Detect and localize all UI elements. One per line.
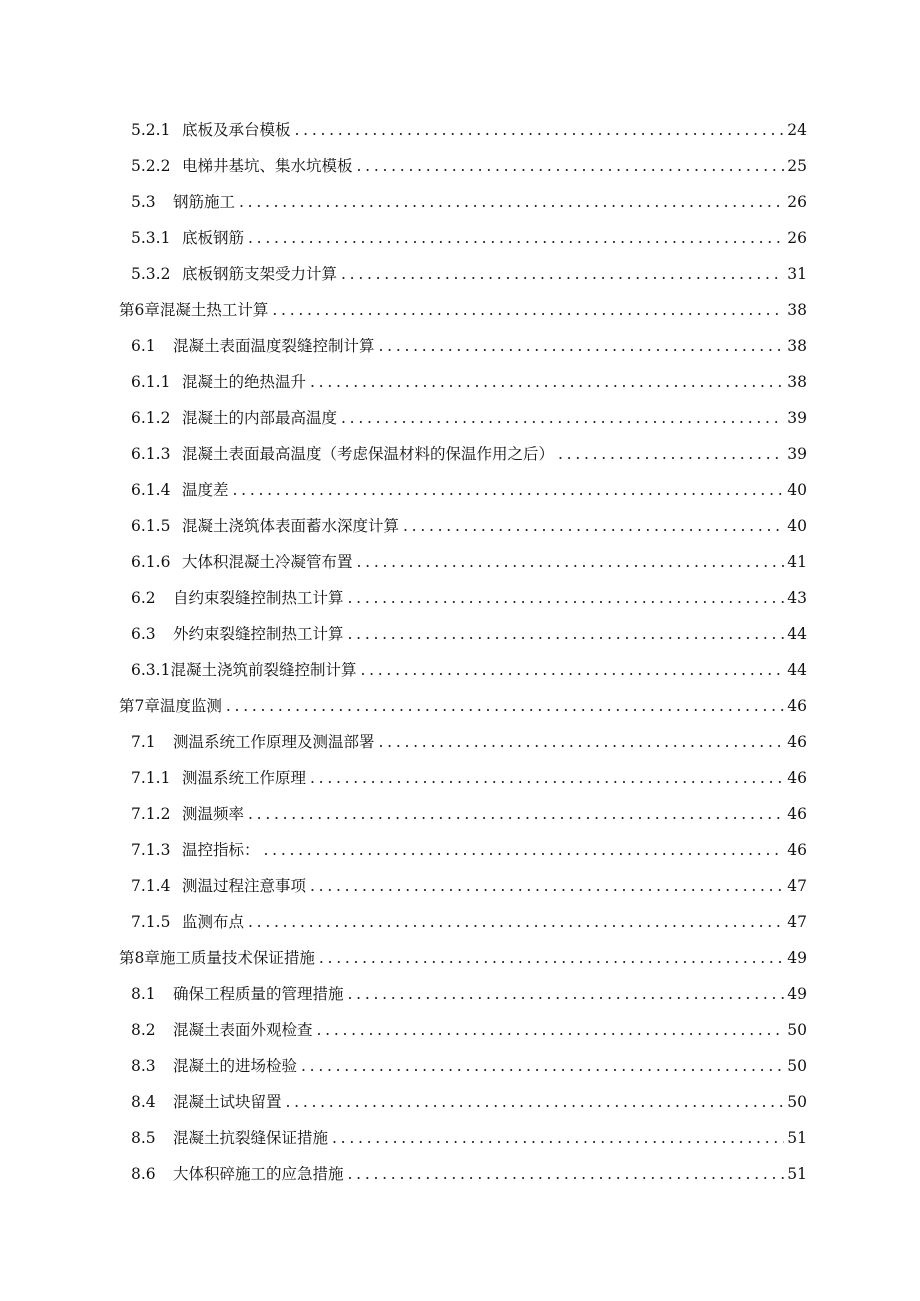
toc-entry[interactable] [0,1120,920,1156]
toc-entry-title: 大体积混凝土冷凝管布置 [182,553,353,571]
toc-entry-page-number: 44 [787,661,807,679]
toc-entry-number: 6.1.5 [131,517,171,535]
toc-entry-page-number: 50 [787,1057,807,1075]
toc-entry-title: 混凝土浇筑前裂缝控制计算 [170,661,357,679]
dot-leader [264,832,785,868]
toc-entry[interactable] [0,1084,920,1120]
dot-leader [310,364,784,400]
toc-entry[interactable] [0,472,920,508]
toc-entry-page-number: 39 [787,445,807,463]
dot-leader [272,292,784,328]
dot-leader [341,256,784,292]
dot-leader [357,544,785,580]
toc-entry-title: 测温系统工作原理及测温部署 [173,733,375,751]
toc-entry-page-number: 47 [787,877,807,895]
toc-entry[interactable] [0,184,920,220]
toc-entry[interactable] [0,1012,920,1048]
toc-entry[interactable] [0,688,920,724]
toc-entry-title: 测温系统工作原理 [182,769,307,787]
toc-entry[interactable] [0,256,920,292]
toc-entry-number: 5.2.1 [131,121,171,139]
dot-leader [379,724,785,760]
toc-entry[interactable] [0,220,920,256]
toc-entry-title: 混凝土的绝热温升 [182,373,307,391]
dot-leader [248,220,784,256]
toc-entry-page-number: 38 [787,337,807,355]
toc-entry-number: 7.1.4 [131,877,171,895]
toc-entry[interactable] [0,616,920,652]
toc-entry-number: 5.3.2 [131,265,171,283]
table-of-contents [0,112,920,1192]
toc-entry-page-number: 46 [787,805,807,823]
toc-entry-page-number: 24 [787,121,807,139]
toc-entry-number: 6.1.3 [131,445,171,463]
toc-entry[interactable] [0,760,920,796]
toc-entry-title: 确保工程质量的管理措施 [173,985,344,1003]
toc-entry-page-number: 26 [787,193,807,211]
toc-entry-title: 底板钢筋支架受力计算 [182,265,338,283]
toc-entry-page-number: 26 [787,229,807,247]
toc-entry-number: 8.3 [131,1057,156,1075]
toc-entry[interactable] [0,544,920,580]
toc-entry[interactable] [0,364,920,400]
dot-leader [239,184,784,220]
toc-entry[interactable] [0,292,920,328]
toc-entry-title: 混凝土的内部最高温度 [182,409,338,427]
toc-entry-page-number: 46 [787,841,807,859]
toc-entry-title: 测温过程注意事项 [182,877,307,895]
toc-entry-page-number: 46 [787,733,807,751]
toc-entry-title: 监测布点 [182,913,245,931]
toc-entry-number: 6.3.1 [131,661,171,679]
toc-entry[interactable] [0,976,920,1012]
toc-entry-page-number: 41 [787,553,807,571]
toc-entry[interactable] [0,400,920,436]
toc-entry-number: 8.6 [131,1165,156,1183]
toc-entry-number: 6.1.6 [131,553,171,571]
dot-leader [332,1120,784,1156]
dot-leader [341,400,784,436]
toc-entry-title: 外约束裂缝控制热工计算 [173,625,344,643]
toc-entry-title: 温度差 [182,481,229,499]
toc-entry-page-number: 50 [787,1021,807,1039]
toc-entry-number: 6.3 [131,625,156,643]
dot-leader [310,868,784,904]
toc-entry-title: 温控指标： [182,841,260,859]
dot-leader [233,472,785,508]
toc-entry-page-number: 46 [787,769,807,787]
toc-entry-number: 7.1.1 [131,769,171,787]
toc-entry-title: 测温频率 [182,805,245,823]
toc-entry[interactable] [0,940,920,976]
toc-entry[interactable] [0,508,920,544]
toc-entry-number: 第6章 [119,301,160,319]
toc-entry[interactable] [0,436,920,472]
dot-leader [301,1048,784,1084]
toc-entry-number: 7.1.2 [131,805,171,823]
toc-entry-title: 混凝土试块留置 [173,1093,282,1111]
dot-leader [248,796,784,832]
toc-entry-number: 第8章 [119,949,160,967]
toc-entry-title: 底板及承台模板 [182,121,291,139]
toc-entry-title: 自约束裂缝控制热工计算 [173,589,344,607]
toc-entry-number: 8.5 [131,1129,156,1147]
dot-leader [319,940,784,976]
toc-entry-page-number: 40 [787,517,807,535]
dot-leader [348,1156,785,1192]
toc-entry-number: 8.1 [131,985,156,1003]
toc-entry[interactable] [0,796,920,832]
toc-entry-page-number: 39 [787,409,807,427]
toc-entry[interactable] [0,1048,920,1084]
toc-entry-page-number: 38 [787,301,807,319]
toc-entry-number: 7.1.3 [131,841,171,859]
dot-leader [379,328,785,364]
toc-entry-page-number: 25 [787,157,807,175]
toc-entry[interactable] [0,868,920,904]
toc-entry-page-number: 47 [787,913,807,931]
toc-entry-title: 混凝土表面最高温度（考虑保温材料的保温作用之后） [182,445,555,463]
toc-entry[interactable] [0,148,920,184]
dot-leader [248,904,784,940]
dot-leader [403,508,784,544]
toc-entry-number: 5.3.1 [131,229,171,247]
toc-entry-title: 混凝土浇筑体表面蓄水深度计算 [182,517,400,535]
toc-entry-title: 混凝土表面温度裂缝控制计算 [173,337,375,355]
toc-entry-title: 温度监测 [159,697,222,715]
toc-entry-page-number: 49 [787,949,807,967]
dot-leader [558,436,784,472]
toc-entry-number: 7.1 [131,733,156,751]
toc-entry[interactable] [0,112,920,148]
toc-entry-title: 底板钢筋 [182,229,245,247]
toc-entry-title: 大体积碎施工的应急措施 [173,1165,344,1183]
dot-leader [348,580,785,616]
toc-entry-number: 5.2.2 [131,157,171,175]
toc-entry-title: 钢筋施工 [173,193,236,211]
dot-leader [310,760,784,796]
toc-entry-title: 混凝土的进场检验 [173,1057,298,1075]
toc-entry-page-number: 50 [787,1093,807,1111]
dot-leader [226,688,784,724]
toc-entry-page-number: 51 [787,1165,807,1183]
toc-entry-page-number: 31 [787,265,807,283]
toc-entry-number: 6.1 [131,337,156,355]
toc-entry-page-number: 49 [787,985,807,1003]
toc-entry[interactable] [0,1156,920,1192]
dot-leader [357,148,785,184]
toc-entry-page-number: 40 [787,481,807,499]
toc-entry-page-number: 51 [787,1129,807,1147]
toc-entry-page-number: 43 [787,589,807,607]
dot-leader [348,616,785,652]
toc-entry-number: 5.3 [131,193,156,211]
toc-entry-title: 电梯井基坑、集水坑模板 [182,157,353,175]
toc-entry-number: 6.1.4 [131,481,171,499]
toc-entry-number: 6.1.1 [131,373,171,391]
toc-entry[interactable] [0,652,920,688]
toc-entry[interactable] [0,580,920,616]
toc-entry-number: 6.2 [131,589,156,607]
toc-entry[interactable] [0,904,920,940]
toc-entry-page-number: 46 [787,697,807,715]
toc-entry-title: 混凝土抗裂缝保证措施 [173,1129,329,1147]
toc-entry-title: 混凝土热工计算 [159,301,269,319]
toc-entry-title: 混凝土表面外观检查 [173,1021,313,1039]
toc-entry[interactable] [0,832,920,868]
toc-entry-number: 8.2 [131,1021,156,1039]
dot-leader [317,1012,785,1048]
toc-entry-number: 第7章 [119,697,160,715]
dot-leader [286,1084,785,1120]
toc-entry[interactable] [0,328,920,364]
toc-entry-page-number: 44 [787,625,807,643]
dot-leader [360,652,784,688]
dot-leader [295,112,785,148]
dot-leader [348,976,785,1012]
toc-entry-page-number: 38 [787,373,807,391]
toc-entry-number: 6.1.2 [131,409,171,427]
toc-entry[interactable] [0,724,920,760]
toc-entry-number: 8.4 [131,1093,156,1111]
toc-entry-number: 7.1.5 [131,913,171,931]
toc-entry-title: 施工质量技术保证措施 [159,949,315,967]
